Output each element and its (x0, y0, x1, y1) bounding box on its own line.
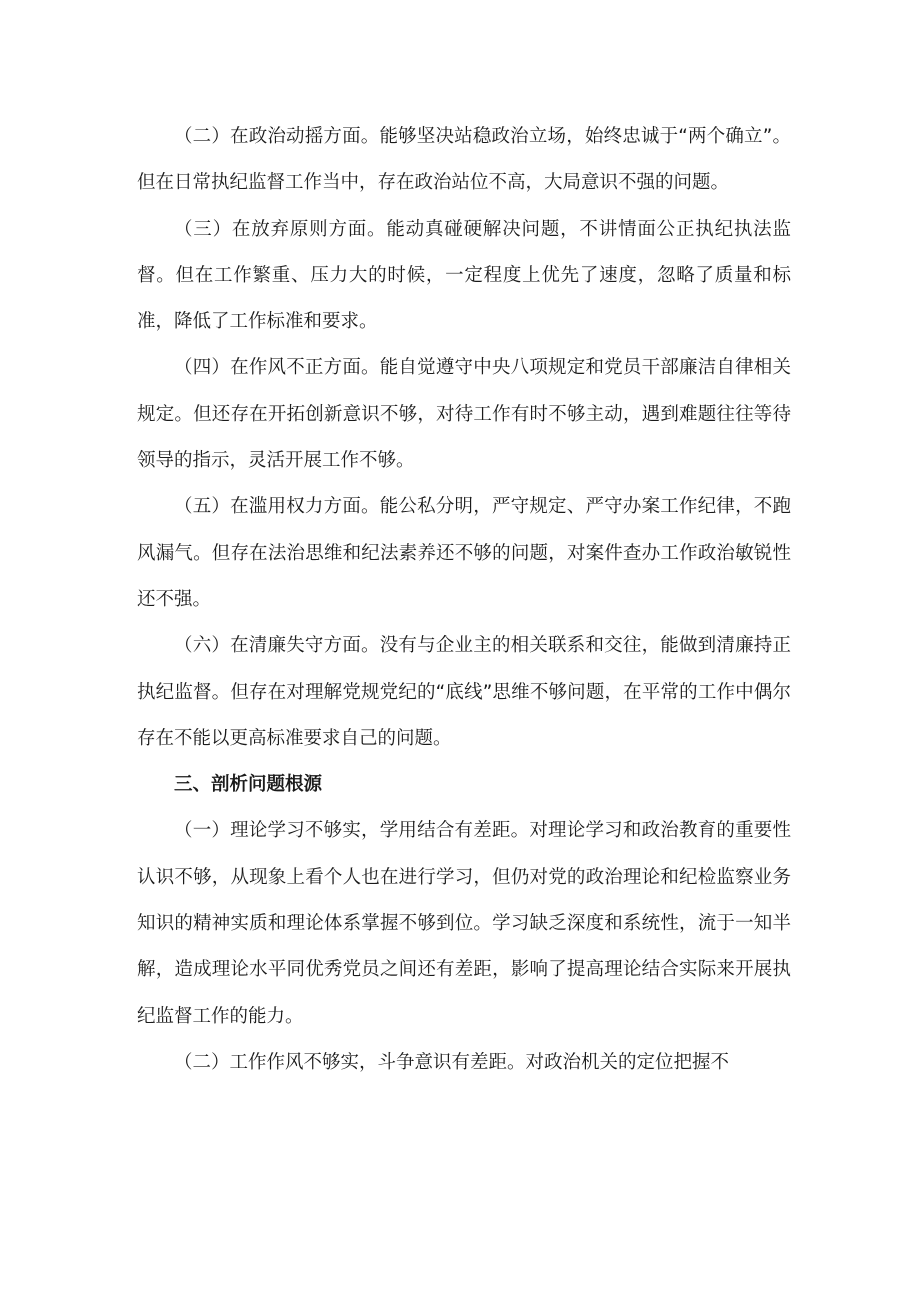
section-heading: 三、剖析问题根源 (174, 774, 323, 796)
paragraph-integrity-lapse: （六）在清廉失守方面。没有与企业主的相关联系和交往，能做到清廉持正执纪监督。但存在对理解党规党纪的“底线”思维不够问题，在平常的工作中偶尔存在不能以更高标准要求自己的问题。 (137, 635, 791, 749)
paragraph-work-style: （二）工作作风不够实，斗争意识有差距。对政治机关的定位把握不 (174, 1051, 730, 1073)
paragraph-abandoning-principles: （三）在放弃原则方面。能动真碰硬解决问题，不讲情面公正执纪执法监督。但在工作繁重、压力大的时候，一定程度上优先了速度，忽略了质量和标准，降低了工作标准和要求。 (137, 218, 791, 333)
document-body (137, 114, 791, 1086)
paragraph-abuse-of-power: （五）在滥用权力方面。能公私分明，严守规定、严守办案工作纪律，不跑风漏气。但存在法治思维和纪法素养还不够的问题，对案件查办工作政治敏锐性还不强。 (137, 496, 791, 610)
paragraph-political-wavering: （二）在政治动摇方面。能够坚决站稳政治立场，始终忠诚于“两个确立”。但在日常执纪监督工作当中，存在政治站位不高，大局意识不强的问题。 (137, 126, 791, 194)
paragraph-improper-style: （四）在作风不正方面。能自觉遵守中央八项规定和党员干部廉洁自律相关规定。但还存在开拓创新意识不够，对待工作有时不够主动，遇到难题往往等待领导的指示，灵活开展工作不够。 (137, 357, 791, 472)
paragraph-theory-study: （一）理论学习不够实，学用结合有差距。对理论学习和政治教育的重要性认识不够，从现象上看个人也在进行学习，但仍对党的政治理论和纪检监察业务知识的精神实质和理论体系掌握不够到位。学习缺乏深度和系统性，流于一知半解，造成理论水平同优秀党员之间还有差距，影响了提高理论结合实际来开展执纪监督工作的能力。 (137, 820, 791, 1027)
